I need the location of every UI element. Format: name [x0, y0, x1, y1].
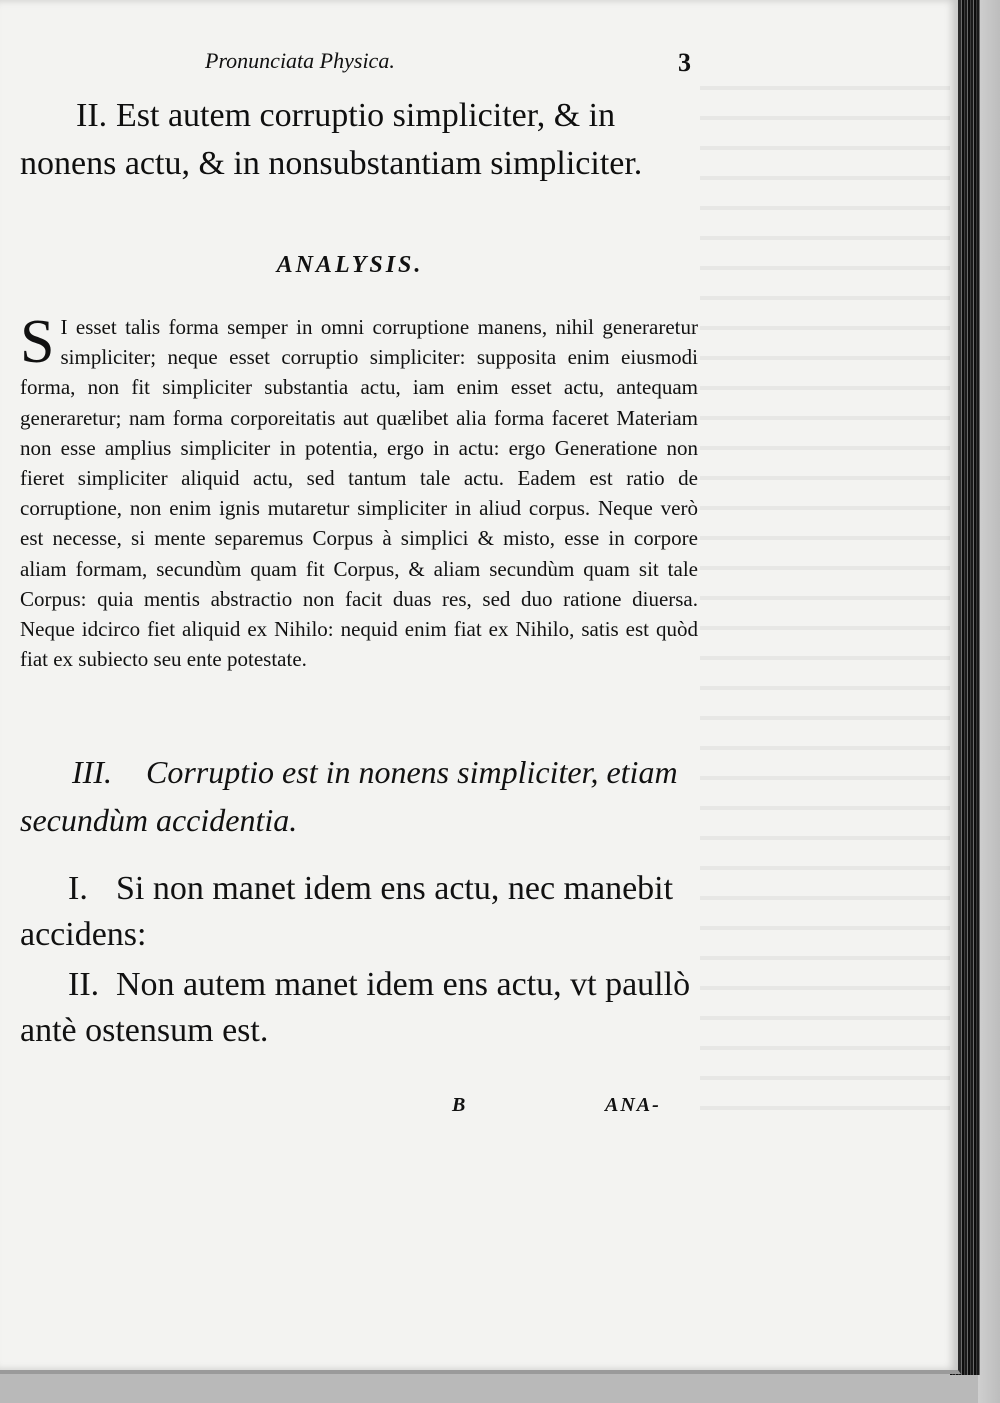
analysis-text: I esset talis forma semper in omni corruptione manens, nihil generaretur simpliciter; neque esset corruptio simpliciter: supposita enim eiusmodi forma, non fit simpliciter substantia actu, iam enim esset actu, antequam generaretur; nam forma corporeitatis aut quælibet alia forma faceret Materiam non esse amplius simpliciter in potentia, ergo in actu: ergo Generatione non fieret simpliciter aliquid actu, sed tantum tale actu. Eadem est ratio de corruptione, non enim ignis mutaretur simpliciter in aliud corpus. Neque verò est necesse, si mente separemus Corpus à simplici & misto, esse in corpore aliam formam, secundùm quam fit Corpus, & aliam secundùm quam sit tale Corpus: quia mentis abstractio non facit duas res, sed duo ratione diuersa. Neque idcirco fiet aliquid ex Nihilo: nequid enim fiat ex Nihilo, satis est quòd fiat ex subiecto seu ente potestate.	[20, 315, 698, 672]
premise-text: Si non manet idem ens actu, nec manebit accidens:	[20, 870, 674, 953]
proposition-number: II.	[76, 97, 108, 134]
proposition-ii	[20, 92, 710, 188]
proposition-text: Corruptio est in nonens simpliciter, etiam secundùm accidentia.	[20, 754, 678, 838]
proposition-iii	[20, 748, 710, 844]
proposition-number: III.	[72, 754, 112, 790]
bleed-through-shading	[700, 60, 950, 1120]
premise-number: II.	[68, 966, 100, 1003]
premise-number: I.	[68, 870, 88, 907]
analysis-heading: ANALYSIS.	[276, 252, 424, 278]
syllogism-premise-1	[20, 866, 710, 958]
analysis-paragraph	[20, 308, 698, 674]
drop-cap: S	[20, 308, 55, 376]
page-stack-edge	[978, 0, 1000, 1403]
running-title: Pronunciata Physica.	[205, 48, 395, 73]
proposition-text: Est autem corruptio simpliciter, & in nonens actu, & in nonsubstantiam simpliciter.	[20, 97, 643, 182]
premise-text: Non autem manet idem ens actu, vt paullò antè ostensum est.	[20, 966, 691, 1049]
catchword: ANA-	[605, 1094, 661, 1116]
syllogism-premise-2	[20, 962, 710, 1054]
folio-number: 3	[678, 48, 691, 77]
signature-mark: B	[452, 1094, 466, 1116]
